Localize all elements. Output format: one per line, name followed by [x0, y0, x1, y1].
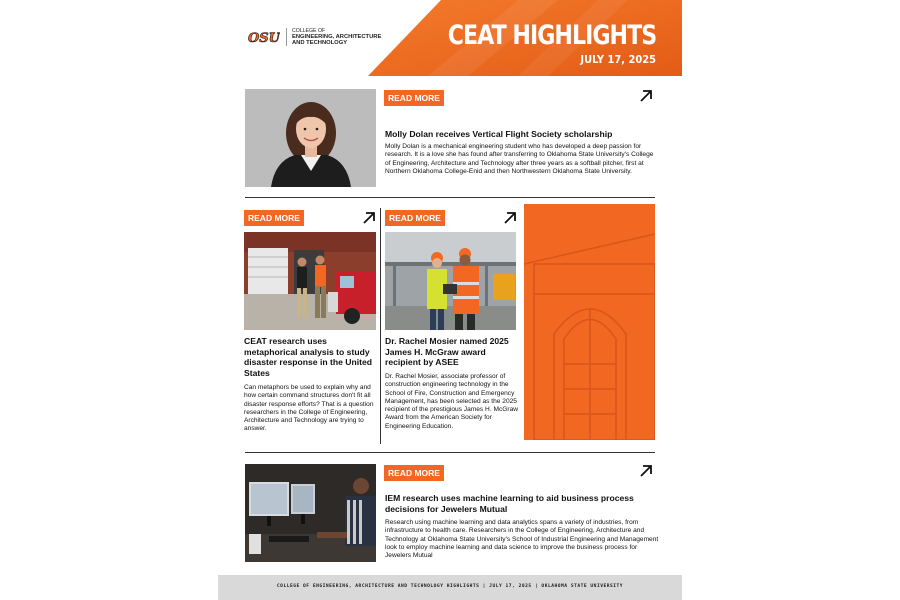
- logo-line-1: COLLEGE OF: [292, 28, 326, 34]
- article-2-body: Can metaphors be used to explain why and how certain command structures don't fit all disaster response efforts? That is a question researchers in the College of Engineering, Architecture and Technology are trying to answer.: [244, 384, 374, 433]
- article-3-photo[interactable]: [385, 232, 516, 330]
- newsletter-title: CEAT HIGHLIGHTS: [447, 20, 656, 51]
- article-3-headline[interactable]: Dr. Rachel Mosier named 2025 James H. McGraw award recipient by ASEE: [385, 336, 509, 367]
- article-2-photo[interactable]: [244, 232, 376, 330]
- logo-line-3: AND TECHNOLOGY: [292, 40, 348, 46]
- portrait-photo-icon: [245, 89, 376, 187]
- logo-line-2: ENGINEERING, ARCHITECTURE: [292, 34, 382, 40]
- logo-college-name: [286, 28, 381, 46]
- article-1-read-more-button[interactable]: READ MORE: [384, 90, 444, 106]
- arrow-up-right-icon[interactable]: [638, 88, 654, 104]
- building-facade-icon: [524, 204, 655, 440]
- article-4-body: Research using machine learning and data analytics spans a variety of industries, from infrastructure to health care. Researchers in the College of Engineering, Architecture and Technology at Oklahoma State University's School of Industrial Engineering and Management look to employ machine learning and data science to improve the business process for Jewelers Mutual: [385, 519, 659, 560]
- article-4-headline[interactable]: IEM research uses machine learning to aid business process decisions for Jewelers Mutual: [385, 493, 634, 514]
- fire-station-photo-icon: [244, 232, 376, 330]
- article-1-headline[interactable]: Molly Dolan receives Vertical Flight Society scholarship: [385, 129, 613, 139]
- newsletter-page: [218, 0, 682, 600]
- header: [218, 0, 682, 76]
- article-4-read-more-button[interactable]: READ MORE: [384, 465, 444, 481]
- footer-text: COLLEGE OF ENGINEERING, ARCHITECTURE AND TECHNOLOGY HIGHLIGHTS | JULY 17, 2025 | OKLAHOMA STATE UNIVERSITY: [276, 584, 624, 589]
- architecture-graphic-panel: [524, 204, 655, 440]
- logo-initials: OSU: [248, 31, 280, 46]
- footer: [218, 575, 682, 600]
- osu-ceat-logo[interactable]: [248, 28, 381, 46]
- newsletter-date: JULY 17, 2025: [580, 53, 656, 66]
- article-2-read-more-button[interactable]: READ MORE: [244, 210, 304, 226]
- column-divider: [380, 208, 381, 444]
- arrow-up-right-icon[interactable]: [361, 210, 377, 226]
- article-2-headline[interactable]: CEAT research uses metaphorical analysis to study disaster response in the United States: [244, 336, 372, 378]
- arrow-up-right-icon[interactable]: [502, 210, 518, 226]
- arrow-up-right-icon[interactable]: [638, 463, 654, 479]
- section-divider: [245, 197, 655, 198]
- computer-lab-photo-icon: [245, 464, 376, 562]
- article-1-body: Molly Dolan is a mechanical engineering student who has developed a deep passion for research. It is a love she has found after transferring to Oklahoma State University's College of Engineering, Architecture and Technology after three years as a softball pitcher, first at Northern Oklahoma College-Enid and then Northwestern Oklahoma State University.: [385, 143, 654, 175]
- article-3-body: Dr. Rachel Mosier, associate professor of construction engineering technology in the School of Fire, Construction and Emergency Management, has been selected as the 2025 recipient of the prestigious James H. McGraw Award from the American Society for Engineering Education.: [385, 373, 519, 430]
- article-4-photo[interactable]: [245, 464, 376, 562]
- osu-logo-icon: [248, 28, 280, 46]
- construction-site-photo-icon: [385, 232, 516, 330]
- section-divider: [245, 452, 655, 453]
- article-3-read-more-button[interactable]: READ MORE: [385, 210, 445, 226]
- article-1-photo[interactable]: [245, 89, 376, 187]
